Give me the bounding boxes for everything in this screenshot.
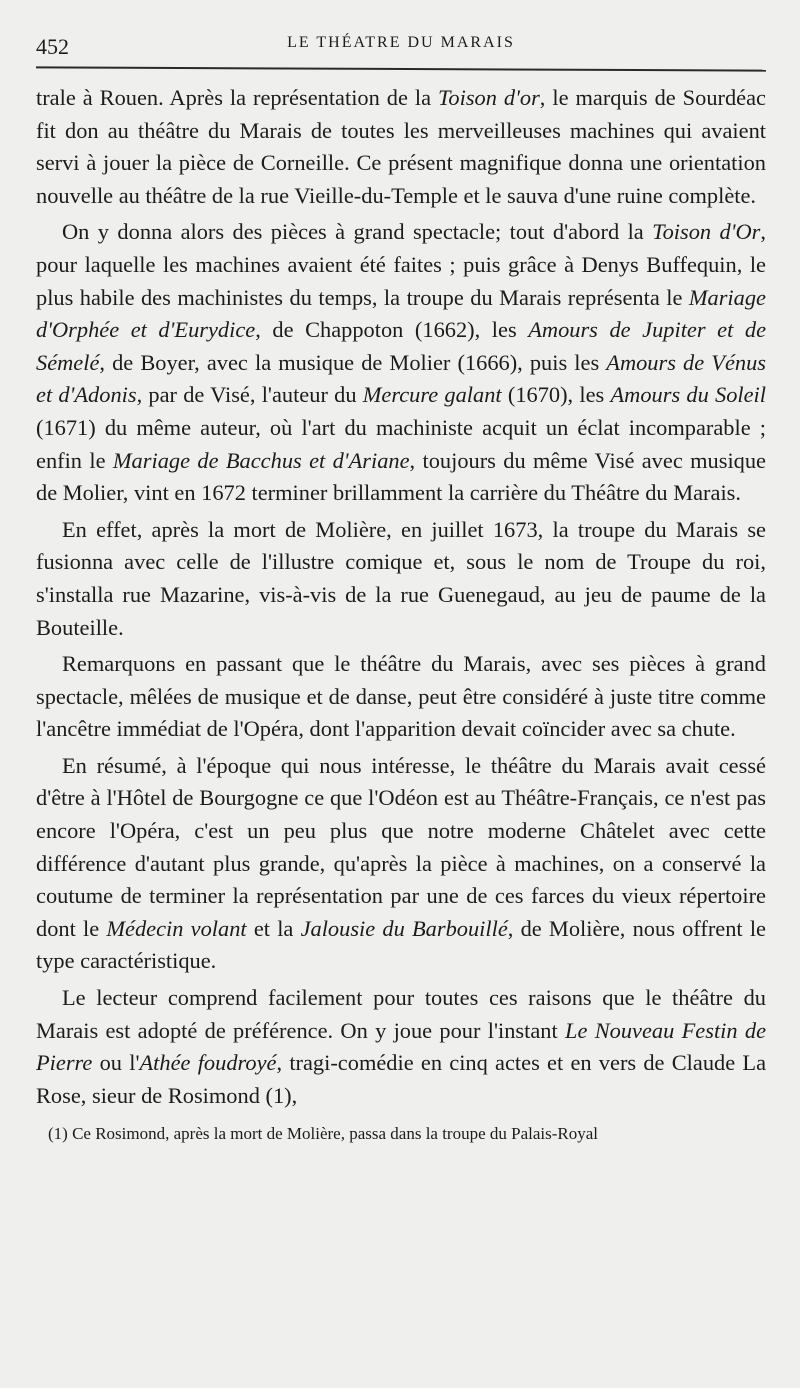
text-run: On y donna alors des pièces à grand spectacle; tout d'abord la: [62, 219, 653, 245]
paragraph: [36, 82, 766, 212]
page-number: 452: [36, 34, 69, 59]
text-run: En effet, après la mort de Molière, en juillet 1673, la troupe du Marais se fusionna avec celle de l'illustre comique et, sous le nom de Troupe du roi, s'installa rue Mazarine, vis-à-vis de la rue Guenegaud, au jeu de paume de la Bouteille.: [36, 516, 766, 640]
text-run: , par de Visé, l'auteur du: [136, 382, 363, 408]
italic-title: Amours de Vénus et d'Adonis: [36, 349, 766, 408]
text-run: , le marquis de Sourdéac fit don au théâtre du Marais de toutes les merveilleuses machines qui avaient servi à jouer la pièce de Corneille. Ce présent magnifique donna une orientation nouvelle au théâtre de la rue Vieille-du-Temple et le sauva d'une ruine complète.: [36, 85, 766, 208]
italic-title: Mariage de Bacchus et d'Ariane: [112, 447, 410, 473]
italic-title: Toison d'or: [438, 85, 540, 110]
text-run: Le lecteur comprend facilement pour toutes ces raisons que le théâtre du Marais est adopté de préférence. On y joue pour l'instant: [36, 985, 766, 1043]
paragraph: [36, 982, 766, 1112]
text-run: , tragi-comédie en cinq actes et en vers de Claude La Rose, sieur de Rosimond (1),: [36, 1050, 767, 1108]
text-run: trale à Rouen. Après la représentation de la: [36, 85, 439, 110]
italic-title: Mercure galant: [362, 382, 502, 408]
running-title: LE THÉATRE DU MARAIS: [287, 34, 515, 51]
body-text: [36, 82, 766, 1112]
italic-title: Médecin volant: [106, 915, 247, 941]
italic-title: Le Nouveau Festin de Pierre: [36, 1017, 767, 1076]
paragraph: [36, 648, 766, 746]
text-run: , pour laquelle les machines avaient été faites ; puis grâce à Denys Buffequin, le plus habile des machinistes du temps, la troupe du Marais représenta le: [36, 219, 766, 310]
text-run: ou l': [92, 1050, 140, 1076]
paragraph: [36, 216, 766, 509]
italic-title: Jalousie du Barbouillé: [300, 915, 508, 941]
italic-title: Amours du Soleil: [610, 382, 767, 408]
italic-title: Toison d'Or: [652, 219, 761, 245]
italic-title: Athée foudroyé: [139, 1050, 277, 1076]
footnote: (1) Ce Rosimond, après la mort de Molière, passa dans la troupe du Palais-Royal: [48, 1124, 599, 1144]
page-header: [36, 30, 766, 68]
text-run: et la: [246, 915, 301, 941]
italic-title: Mariage d'Orphée et d'Eurydice: [36, 284, 766, 343]
paragraph: [36, 514, 766, 644]
text-run: (1671) du même auteur, où l'art du machiniste acquit un éclat incomparable ; enfin le: [36, 414, 766, 473]
text-run: , de Chappoton (1662), les: [255, 317, 529, 343]
text-run: (1670), les: [501, 382, 611, 408]
text-run: , de Molière, nous offrent le type caractéristique.: [36, 915, 766, 974]
text-run: Remarquons en passant que le théâtre du Marais, avec ses pièces à grand spectacle, mêlées de musique et de danse, peut être considéré à juste titre comme l'ancêtre immédiat de l'Opéra, dont l'apparition devait coïncider avec sa chute.: [36, 651, 766, 742]
italic-title: Amours de Jupiter et de Sémelé: [36, 317, 767, 375]
paragraph: [36, 750, 766, 978]
text-run: , de Boyer, avec la musique de Molier (1666), puis les: [99, 349, 607, 375]
text-run: En résumé, à l'époque qui nous intéresse, le théâtre du Marais avait cessé d'être à l'Hôtel de Bourgogne ce que l'Odéon est au Théâtre-Français, ce n'est pas encore l'Opéra, c'est un peu plus que notre moderne Châtelet avec cette différence d'autant plus grande, qu'après la pièce à machines, on a conservé la coutume de terminer la représentation par une de ces farces du vieux répertoire dont le: [36, 752, 766, 941]
text-run: , toujours du même Visé avec musique de Molier, vint en 1672 terminer brillamment la carrière du Théâtre du Marais.: [36, 447, 766, 506]
